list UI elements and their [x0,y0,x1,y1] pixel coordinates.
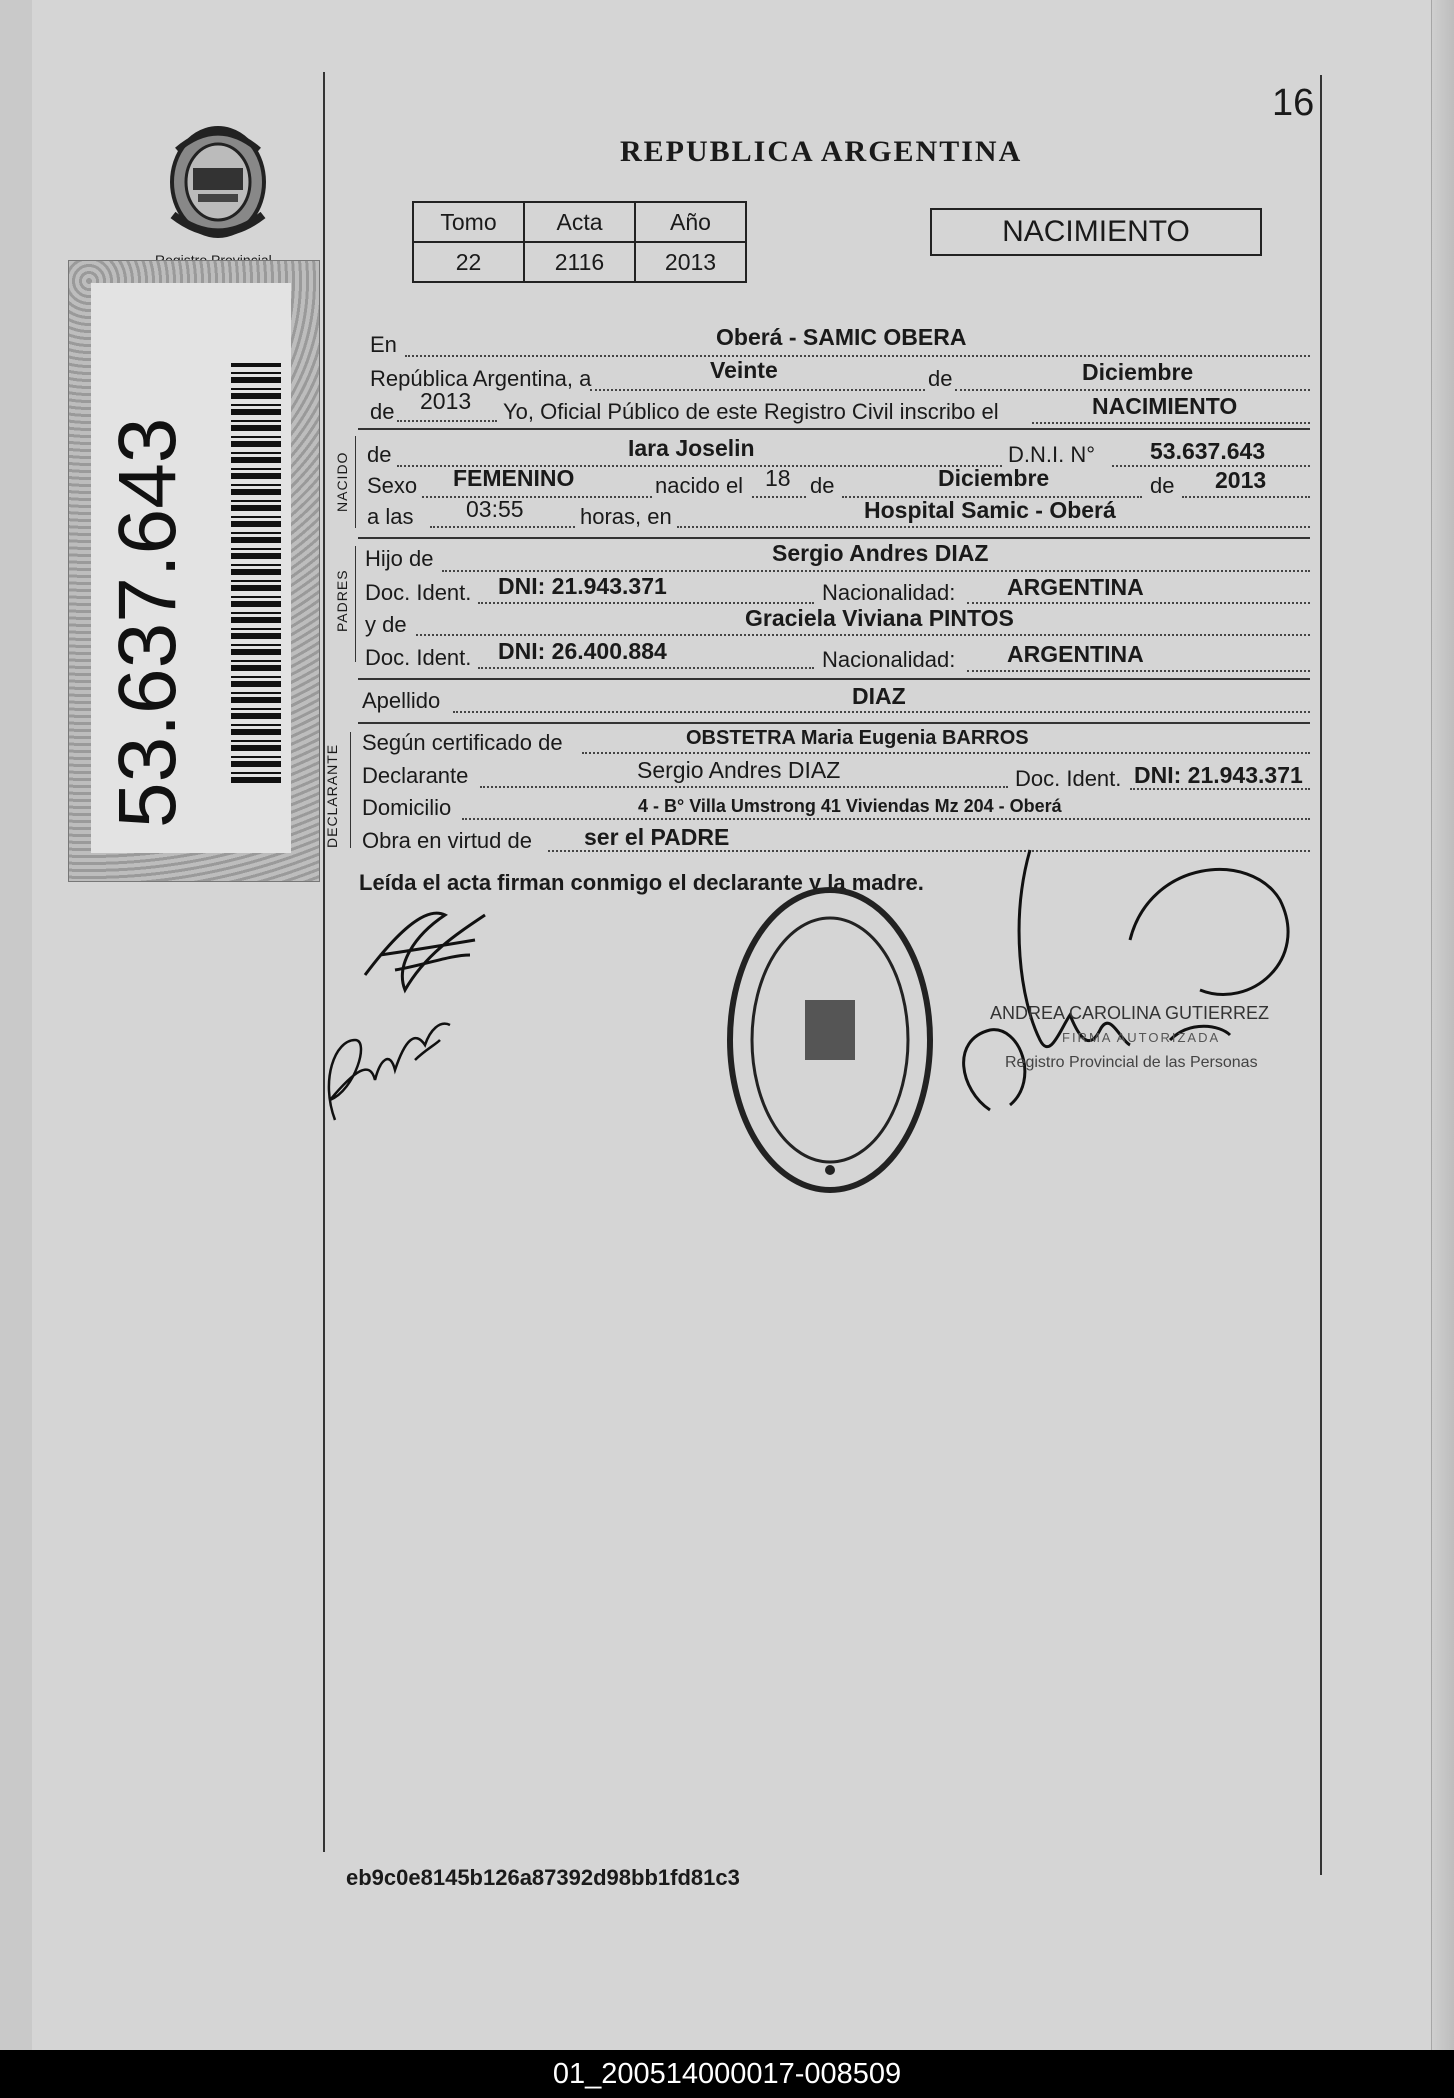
label-de-1: de [928,366,953,391]
dots-padre-nac [967,602,1310,604]
official-signature-icon [950,840,1350,1120]
dots-declarante-doc [1130,788,1310,790]
barcode-label: 53.637.643 [91,283,291,853]
dots-madre-doc [478,667,814,669]
value-nombre: Iara Joselin [628,435,755,461]
label-nacionalidad-2: Nacionalidad: [822,647,956,672]
label-de-4: de [1150,473,1175,498]
dots-declarante [480,786,1008,788]
label-yo: Yo, Oficial Público de este Registro Civil inscribo el [503,399,999,424]
separator-4 [358,722,1310,724]
value-anio-nac: 2013 [1215,467,1267,493]
dots-padre-doc [478,602,814,604]
value-dni: 53.637.643 [1150,438,1266,464]
value-padre-doc: DNI: 21.943.371 [498,573,667,599]
left-page-edge [0,0,33,2050]
signature-name: ANDREA CAROLINA GUTIERREZ [990,1003,1270,1023]
label-declarante: Declarante [362,763,469,788]
dots-lugar [405,355,1310,357]
section-label-declarante: DECLARANTE [324,743,340,848]
dots-anio-nac [1182,496,1310,498]
dots-apellido [453,711,1310,713]
value-declarante-doc: DNI: 21.943.371 [1134,762,1303,788]
nacido-bracket [355,436,356,528]
closing-statement: Leída el acta firman conmigo el declarante y la madre. [359,870,924,895]
value-inscripcion: NACIMIENTO [1092,393,1238,419]
right-page-edge [1431,0,1454,2050]
label-de-3: de [810,473,835,498]
value-madre-nac: ARGENTINA [1007,641,1144,667]
value-domicilio: 4 - B° Villa Umstrong 41 Viviendas Mz 204 - Oberá [638,796,1062,816]
dots-dni [1112,465,1310,467]
dots-hora [430,526,575,528]
value-anio: 2013 [420,388,472,414]
value-lugar-nac: Hospital Samic - Oberá [864,497,1116,523]
value-apellido: DIAZ [852,683,906,709]
value-madre-doc: DNI: 26.400.884 [498,638,667,664]
dots-dia-nac [752,496,806,498]
label-en: En [370,332,397,357]
dots-sexo [422,496,652,498]
padres-bracket [355,546,356,662]
signature-office: Registro Provincial de las Personas [1005,1054,1258,1071]
dots-certificado [582,752,1310,754]
value-dia-letras: Veinte [710,357,778,383]
madre-signature-icon [315,1000,465,1130]
label-a-las: a las [367,504,414,529]
document-hash: eb9c0e8145b126a87392d98bb1fd81c3 [346,1865,740,1890]
barcode-bars [231,363,281,783]
page-number: 16 [1272,82,1315,124]
misiones-crest-icon [163,120,273,250]
dots-anio [397,420,497,422]
dots-madre-nac [967,670,1310,672]
value-sexo: FEMENINO [453,465,575,491]
registry-stamp-icon [720,880,940,1200]
value-madre: Graciela Viviana PINTOS [745,605,1014,631]
label-sexo: Sexo [367,473,418,498]
section-label-padres: PADRES [334,569,350,632]
separator-3 [358,678,1310,680]
value-anio: 2013 [635,242,746,282]
stamp-text [748,1210,749,1211]
value-obra: ser el PADRE [584,824,730,850]
value-padre: Sergio Andres DIAZ [772,540,989,566]
label-obra: Obra en virtud de [362,828,532,853]
value-hora: 03:55 [466,496,524,522]
label-hijo-de: Hijo de [365,546,434,571]
value-lugar: Oberá - SAMIC OBERA [716,324,967,350]
dots-mes [955,389,1310,391]
declarante-signature-icon [355,895,495,1005]
value-tomo: 22 [413,242,524,282]
label-nacido-el: nacido el [655,473,744,498]
registry-table [412,201,747,283]
dots-domicilio [462,818,1310,820]
label-domicilio: Domicilio [362,795,452,820]
record-type-box: NACIMIENTO [930,208,1262,256]
label-nacionalidad-1: Nacionalidad: [822,580,956,605]
dots-inscripcion [1032,422,1310,424]
value-mes: Diciembre [1082,359,1194,385]
signature-role: FIRMA AUTORIZADA [1062,1030,1221,1045]
label-de-nombre: de [367,442,392,467]
header-anio: Año [635,202,746,242]
value-acta: 2116 [524,242,635,282]
dots-dia [590,389,925,391]
header-acta: Acta [524,202,635,242]
label-horas-en: horas, en [580,504,672,529]
value-padre-nac: ARGENTINA [1007,574,1144,600]
declarante-bracket [350,732,351,848]
value-mes-nac: Diciembre [938,465,1050,491]
value-dia-nac: 18 [765,465,791,491]
label-apellido: Apellido [362,688,441,713]
barcode-panel [68,260,320,882]
label-y-de: y de [365,612,407,637]
label-republica: República Argentina, a [370,366,592,391]
separator-1 [358,428,1310,430]
dots-lugar-nac [677,526,1310,528]
scan-footer-id: 01_200514000017-008509 [0,2050,1454,2098]
label-segun: Según certificado de [362,730,563,755]
dots-padre [442,570,1310,572]
dots-madre [416,634,1310,636]
label-doc-ident-3: Doc. Ident. [1015,766,1122,791]
header-tomo: Tomo [413,202,524,242]
separator-2 [358,537,1310,539]
label-doc-ident-2: Doc. Ident. [365,645,472,670]
value-declarante: Sergio Andres DIAZ [637,757,841,783]
label-de-2: de [370,399,395,424]
section-label-nacido: NACIDO [334,451,350,512]
label-doc-ident-1: Doc. Ident. [365,580,472,605]
document-title: REPUBLICA ARGENTINA [620,135,1023,168]
left-margin-rule [323,72,325,1852]
label-dni: D.N.I. N° [1008,442,1096,467]
value-certificado: OBSTETRA Maria Eugenia BARROS [686,727,1029,749]
